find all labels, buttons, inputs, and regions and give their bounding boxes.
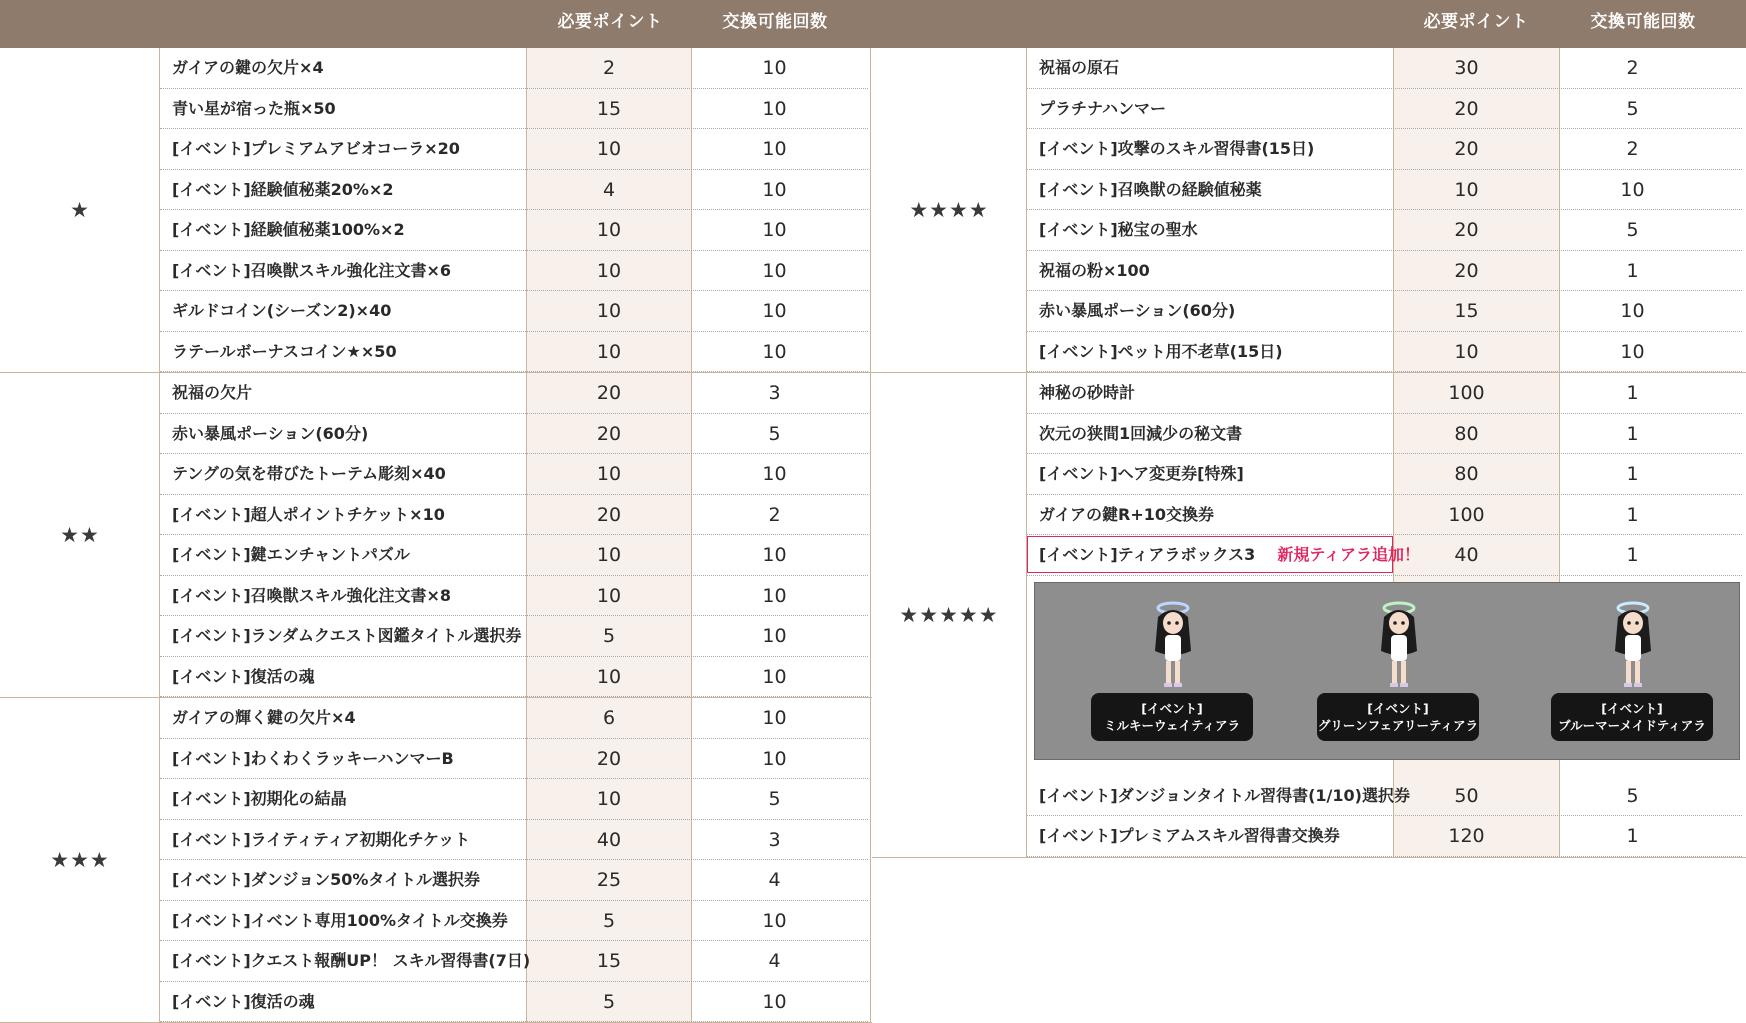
item-name: テングの気を帯びたトーテム彫刻×40 (172, 464, 446, 483)
table-row (160, 48, 868, 89)
exchange-count: 10 (762, 463, 787, 485)
item-name: [イベント]プレミアムスキル習得書交換券 (1039, 826, 1340, 845)
item-name: [イベント]秘宝の聖水 (1039, 220, 1198, 239)
star-group (872, 48, 1746, 373)
column-divider (870, 48, 871, 372)
table-row (1027, 454, 1742, 495)
item-name: [イベント]ライティティア初期化チケット (172, 829, 471, 849)
table-row (160, 89, 868, 130)
exchange-count: 2 (1626, 138, 1639, 160)
table-row (1027, 414, 1742, 455)
row-list (160, 698, 868, 1022)
table-row (160, 820, 868, 861)
item-name: [イベント]ダンジョンタイトル習得書(1/10)選択券 (1039, 785, 1410, 805)
exchange-count: 1 (1626, 503, 1639, 526)
header-required-points: 必要ポイント (1423, 12, 1529, 32)
exchange-count: 10 (1620, 300, 1645, 322)
item-name: ラテールボーナスコイン★×50 (172, 341, 397, 361)
star-rank: ★★★★ (909, 198, 989, 222)
item-name: [イベント]ダンジョン50%タイトル選択券 (172, 870, 481, 889)
item-name: [イベント]復活の魂 (172, 666, 315, 686)
table-row (160, 332, 868, 373)
tiara-caption-line: [イベント] (1367, 700, 1429, 716)
exchange-count: 2 (768, 503, 781, 526)
exchange-count: 1 (1626, 544, 1639, 566)
required-points: 5 (602, 990, 616, 1013)
table-row (1027, 48, 1742, 89)
exchange-count: 10 (762, 178, 787, 201)
item-name: ガイアの輝く鍵の欠片×4 (172, 708, 356, 727)
row-list (1027, 776, 1742, 857)
exchange-count: 1 (1626, 463, 1639, 485)
item-name: [イベント]攻撃のスキル習得書(15日) (1039, 139, 1315, 158)
required-points: 15 (596, 97, 622, 120)
item-name: ギルドコイン(シーズン2)×40 (172, 301, 392, 320)
exchange-count: 5 (1626, 97, 1639, 120)
table-row (1027, 535, 1742, 576)
exchange-count: 5 (1626, 219, 1639, 241)
required-points: 10 (596, 544, 622, 566)
item-name: [イベント]プレミアムアビオコーラ×20 (172, 139, 460, 158)
required-points: 30 (1454, 57, 1479, 79)
exchange-count: 1 (1626, 259, 1639, 282)
required-points: 2 (602, 57, 616, 79)
item-name: [イベント]召喚獣スキル強化注文書×8 (172, 585, 452, 605)
required-points: 100 (1448, 503, 1485, 526)
exchange-count: 10 (762, 219, 787, 241)
required-points: 10 (596, 463, 622, 485)
column-divider (870, 373, 871, 697)
required-points: 50 (1454, 784, 1479, 807)
required-points: 20 (596, 747, 622, 770)
exchange-count: 5 (768, 422, 781, 445)
exchange-count: 10 (762, 97, 787, 120)
required-points: 10 (596, 584, 622, 607)
row-list (160, 373, 868, 697)
header-exchange-count: 交換可能回数 (722, 12, 828, 32)
star-rank: ★ (70, 198, 90, 222)
required-points: 10 (1454, 178, 1479, 201)
table-header (872, 0, 1746, 48)
required-points: 10 (596, 665, 622, 688)
header-required-points: 必要ポイント (557, 12, 663, 32)
item-name: プラチナハンマー (1039, 98, 1167, 118)
required-points: 20 (596, 503, 622, 526)
table-row (160, 657, 868, 698)
required-points: 10 (596, 340, 622, 363)
table-row (1027, 291, 1742, 332)
header-exchange-count: 交換可能回数 (1590, 12, 1696, 32)
flower-tiara-avatar-icon (1375, 599, 1423, 699)
exchange-count: 10 (762, 990, 787, 1013)
item-name: [イベント]クエスト報酬UP！ スキル習得書(7日) (172, 951, 531, 970)
exchange-count: 4 (768, 950, 781, 972)
star-group (872, 373, 1746, 858)
required-points: 120 (1448, 825, 1485, 847)
exchange-count: 10 (762, 544, 787, 566)
exchange-count: 10 (762, 259, 787, 282)
exchange-count: 1 (1626, 422, 1639, 445)
required-points: 10 (596, 788, 622, 810)
required-points: 6 (602, 707, 616, 729)
item-name: ガイアの鍵の欠片×4 (172, 58, 324, 77)
required-points: 10 (596, 219, 622, 241)
table-row (1027, 170, 1742, 211)
item-name: 祝福の原石 (1039, 58, 1120, 77)
tiara-item (1091, 583, 1255, 763)
required-points: 80 (1454, 422, 1479, 445)
table-row (1027, 129, 1742, 170)
item-name: [イベント]ペット用不老草(15日) (1039, 341, 1283, 361)
table-row (160, 576, 868, 617)
table-row (160, 414, 868, 455)
table-row (160, 291, 868, 332)
item-name: [イベント]復活の魂 (172, 991, 315, 1011)
item-name: [イベント]召喚獣スキル強化注文書×6 (172, 260, 452, 280)
exchange-count: 10 (762, 300, 787, 322)
table-row (160, 210, 868, 251)
left-groups (0, 48, 872, 1023)
item-name: ガイアの鍵R+10交換券 (1039, 504, 1215, 524)
exchange-count: 3 (768, 828, 781, 851)
tiara-name: ミルキーウェイティアラ (1103, 717, 1240, 733)
required-points: 4 (602, 178, 616, 201)
table-row (160, 454, 868, 495)
required-points: 20 (1454, 138, 1479, 160)
shell-tiara-avatar-icon (1609, 599, 1657, 699)
table-row (160, 779, 868, 820)
table-row (160, 982, 868, 1023)
required-points: 20 (596, 422, 622, 445)
required-points: 10 (596, 138, 622, 160)
item-name: [イベント]ヘア変更券[特殊] (1039, 464, 1244, 483)
required-points: 100 (1448, 382, 1485, 404)
table-header (0, 0, 872, 48)
table-row (1027, 373, 1742, 414)
required-points: 20 (596, 382, 622, 404)
item-name: [イベント]経験値秘薬20%×2 (172, 179, 394, 199)
item-name: [イベント]ティアラボックス3 新規ティアラ追加！ (1039, 545, 1421, 564)
exchange-count: 10 (762, 584, 787, 607)
column-divider (870, 698, 871, 1022)
exchange-count: 10 (762, 909, 787, 932)
exchange-count: 1 (1626, 382, 1639, 404)
exchange-count: 1 (1626, 825, 1639, 847)
required-points: 25 (596, 869, 622, 891)
star-rank: ★★★ (50, 848, 110, 872)
table-row (160, 941, 868, 982)
table-row (1027, 816, 1742, 857)
halo-tiara-avatar-icon (1149, 599, 1197, 699)
item-name: [イベント]鍵エンチャントパズル (172, 545, 410, 564)
required-points: 5 (602, 625, 616, 647)
row-list (160, 48, 868, 372)
table-row (160, 170, 868, 211)
required-points: 40 (1454, 544, 1479, 566)
exchange-count: 2 (1626, 57, 1639, 79)
table-row (160, 251, 868, 292)
exchange-count: 5 (1626, 784, 1639, 807)
item-name: 祝福の欠片 (172, 383, 253, 402)
table-row (1027, 332, 1742, 373)
item-name: 次元の狭間1回減少の秘文書 (1039, 423, 1243, 443)
star-group (0, 698, 872, 1023)
required-points: 20 (1454, 219, 1479, 241)
required-points: 20 (1454, 259, 1479, 282)
star-rank: ★★★★★ (899, 602, 999, 627)
item-name: [イベント]わくわくラッキーハンマーB (172, 748, 454, 768)
item-name: 祝福の粉×100 (1039, 260, 1150, 280)
right-groups (872, 48, 1746, 858)
tiara-item (1317, 583, 1481, 763)
table-row (160, 860, 868, 901)
item-name: [イベント]初期化の結晶 (172, 789, 347, 808)
required-points: 40 (596, 828, 622, 851)
item-name: 青い星が宿った瓶×50 (172, 98, 336, 118)
item-name: [イベント]経験値秘薬100%×2 (172, 220, 405, 239)
item-name: 赤い暴風ポーション(60分) (1039, 301, 1236, 320)
exchange-count: 3 (768, 382, 781, 404)
item-name: [イベント]イベント専用100%タイトル交換券 (172, 910, 508, 930)
exchange-count: 10 (762, 340, 787, 363)
star-rank: ★★ (60, 523, 100, 547)
exchange-count: 5 (768, 788, 781, 810)
required-points: 10 (596, 300, 622, 322)
table-row (160, 373, 868, 414)
tiara-item (1551, 583, 1715, 763)
required-points: 15 (1454, 300, 1479, 322)
exchange-count: 10 (762, 138, 787, 160)
exchange-count: 10 (762, 747, 787, 770)
item-name: [イベント]ランダムクエスト図鑑タイトル選択券 (172, 626, 522, 645)
item-name: [イベント]召喚獣の経験値秘薬 (1039, 179, 1262, 199)
exchange-count: 10 (1620, 178, 1645, 201)
table-row (160, 129, 868, 170)
table-row (1027, 210, 1742, 251)
exchange-count: 10 (762, 707, 787, 729)
star-group (0, 373, 872, 698)
table-row (160, 535, 868, 576)
tiara-caption (1551, 693, 1713, 741)
tiara-name: グリーンフェアリーティアラ (1317, 717, 1479, 733)
exchange-count: 10 (762, 625, 787, 647)
table-row (160, 495, 868, 536)
required-points: 10 (1454, 340, 1479, 363)
required-points: 15 (596, 950, 622, 972)
table-row (1027, 89, 1742, 130)
table-row (1027, 776, 1742, 817)
table-row (160, 616, 868, 657)
row-list (1027, 373, 1742, 576)
table-row (1027, 495, 1742, 536)
table-row (160, 698, 868, 739)
required-points: 20 (1454, 97, 1479, 120)
tiara-caption (1091, 693, 1253, 741)
star-group (0, 48, 872, 373)
new-badge: 新規ティアラ追加！ (1277, 545, 1421, 564)
table-row (160, 739, 868, 780)
tiara-caption-line: [イベント] (1601, 700, 1663, 716)
row-list (1027, 48, 1742, 372)
required-points: 80 (1454, 463, 1479, 485)
table-row (160, 901, 868, 942)
item-name: 赤い暴風ポーション(60分) (172, 423, 369, 443)
exchange-count: 10 (762, 57, 787, 79)
exchange-count: 4 (768, 869, 781, 891)
tiara-caption (1317, 693, 1479, 741)
item-name: [イベント]超人ポイントチケット×10 (172, 504, 445, 524)
required-points: 5 (602, 909, 616, 932)
required-points: 10 (596, 259, 622, 282)
exchange-count: 10 (1620, 340, 1645, 363)
tiara-preview-panel (1034, 582, 1740, 760)
item-name: 神秘の砂時計 (1039, 383, 1136, 402)
table-row (1027, 251, 1742, 292)
tiara-caption-line: [イベント] (1141, 700, 1203, 716)
tiara-name: ブルーマーメイドティアラ (1558, 717, 1706, 733)
exchange-count: 10 (762, 665, 787, 688)
